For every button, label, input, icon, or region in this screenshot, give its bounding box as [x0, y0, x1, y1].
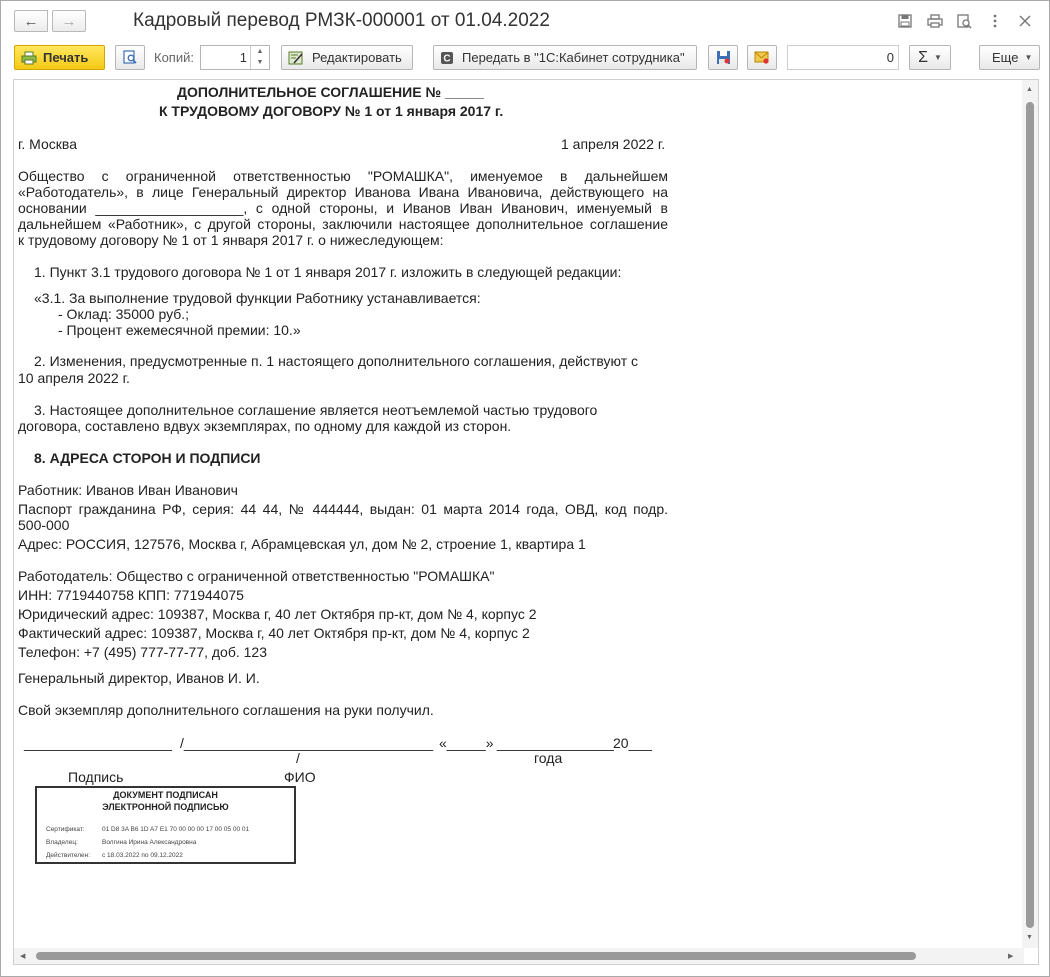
- save-icon[interactable]: [896, 12, 914, 30]
- intro-line: к трудовому договору № 1 от 1 января 2017 г. о нижеследующем:: [18, 232, 444, 248]
- window-title: Кадровый перевод РМЗК-000001 от 01.04.2022: [133, 10, 550, 31]
- point-1-bonus: - Процент ежемесячной премии: 10.»: [58, 322, 301, 338]
- preview-icon[interactable]: [955, 12, 973, 30]
- employee-address: Адрес: РОССИЯ, 127576, Москва г, Абрамцевская ул, дом № 2, строение 1, квартира 1: [18, 536, 586, 552]
- nav-forward-button[interactable]: [52, 10, 86, 32]
- employer-actual-address: Фактический адрес: 109387, Москва г, 40 лет Октября пр-кт, дом № 4, корпус 2: [18, 625, 530, 641]
- cabinet-icon: [440, 51, 454, 65]
- month-line: _______________: [497, 735, 614, 751]
- employee-passport-cont: 500-000: [18, 517, 70, 533]
- arrow-right-icon: →: [61, 12, 77, 30]
- more-button[interactable]: [979, 45, 1040, 70]
- preview-icon: [123, 50, 137, 65]
- point-2: 2. Изменения, предусмотренные п. 1 настоящего дополнительного соглашения, действуют с: [34, 353, 639, 369]
- point-1-salary: - Оклад: 35000 руб.;: [58, 306, 190, 322]
- print-label: Печать: [43, 50, 89, 65]
- toolbar: [1, 41, 1049, 77]
- preview-button[interactable]: [115, 45, 145, 70]
- year-label: года: [534, 750, 563, 766]
- title-bar: [1, 1, 1049, 41]
- year-line: 20___: [613, 735, 652, 751]
- employer-legal-address: Юридический адрес: 109387, Москва г, 40 лет Октября пр-кт, дом № 4, корпус 2: [18, 606, 537, 622]
- day-line: «_____»: [439, 735, 494, 751]
- employee-name: Работник: Иванов Иван Иванович: [18, 482, 238, 498]
- sum-value: 0: [886, 50, 894, 65]
- copies-label: Копий:: [154, 50, 194, 65]
- svg-text:C: C: [443, 53, 451, 64]
- send-email-button[interactable]: [747, 45, 777, 70]
- copies-input[interactable]: [200, 45, 270, 70]
- cert-label: Сертификат:: [46, 826, 85, 833]
- slash-below: /: [296, 750, 300, 766]
- more-vert-icon[interactable]: [986, 12, 1004, 30]
- employer-director: Генеральный директор, Иванов И. И.: [18, 670, 260, 686]
- cert-value: 01 D8 3A B6 1D A7 E1 70 00 00 00 17 00 05 00 01: [102, 826, 250, 833]
- send-to-cabinet-button[interactable]: [433, 45, 697, 70]
- doc-city: г. Москва: [18, 136, 77, 152]
- chevron-down-icon: ▼: [1024, 53, 1033, 62]
- scroll-left-icon[interactable]: ◀: [20, 953, 26, 960]
- stepper-up-icon[interactable]: ▲: [256, 48, 264, 55]
- employer-name: Работодатель: Общество с ограниченной ответственностью "РОМАШКА": [18, 568, 495, 584]
- arrow-left-icon: ←: [23, 12, 39, 30]
- print-button[interactable]: [14, 45, 105, 70]
- employee-passport: Паспорт гражданина РФ, серия: 44 44, № 444444, выдан: 01 марта 2014 года, ОВД, код подр.: [18, 501, 668, 517]
- electronic-signature-stamp: [35, 786, 296, 864]
- point-3-cont: договора, составлено вдвух экземплярах, по одному для каждой из сторон.: [18, 418, 512, 434]
- doc-date: 1 апреля 2022 г.: [561, 136, 666, 152]
- point-2-cont: 10 апреля 2022 г.: [18, 370, 130, 386]
- received-note: Свой экземпляр дополнительного соглашения на руки получил.: [18, 702, 434, 718]
- document-area[interactable]: [13, 79, 1039, 965]
- valid-label: Действителен:: [46, 852, 91, 859]
- printer-icon[interactable]: [926, 12, 944, 30]
- sum-menu-button[interactable]: [909, 45, 951, 70]
- edit-label: Редактировать: [312, 50, 402, 65]
- chevron-down-icon: ▼: [933, 53, 942, 62]
- save-to-disk-button[interactable]: [708, 45, 738, 70]
- intro-line: Общество с ограниченной ответственностью "РОМАШКА", именуемое в дальнейшем: [18, 168, 668, 184]
- horizontal-scroll-thumb[interactable]: [36, 952, 916, 960]
- fio-label: ФИО: [284, 769, 316, 785]
- employer-phone: Телефон: +7 (495) 777-77-77, доб. 123: [18, 644, 267, 660]
- nav-back-button[interactable]: [14, 10, 48, 32]
- more-label: Еще: [992, 50, 1019, 65]
- vertical-scrollbar[interactable]: [1022, 80, 1038, 948]
- valid-value: с 18.03.2022 по 09.12.2022: [102, 852, 183, 859]
- intro-line: дальнейшем «Работник», с другой стороны, заключили настоящее дополнительное соглашение: [18, 216, 668, 232]
- vertical-scroll-thumb[interactable]: [1026, 102, 1034, 928]
- scroll-right-icon[interactable]: ▶: [1008, 953, 1014, 960]
- scroll-down-icon[interactable]: ▼: [1026, 934, 1033, 941]
- scroll-up-icon[interactable]: ▲: [1026, 86, 1033, 93]
- point-3: 3. Настоящее дополнительное соглашение является неотъемлемой частью трудового: [34, 402, 598, 418]
- owner-value: Волгина Ирина Александровна: [102, 839, 197, 846]
- copies-stepper[interactable]: [250, 46, 269, 69]
- floppy-icon: [716, 50, 731, 65]
- stamp-title-line-2: ЭЛЕКТРОННОЙ ПОДПИСЬЮ: [102, 802, 229, 812]
- edit-icon: [288, 51, 304, 65]
- employer-inn: ИНН: 7719440758 КПП: 771944075: [18, 587, 244, 603]
- copies-value: 1: [239, 50, 247, 65]
- stamp-title: [37, 789, 294, 813]
- intro-line: «Работодатель», в лице Генеральный директор Иванова Ивана Ивановича, действующего на: [18, 184, 668, 200]
- fio-line: /________________________________: [180, 735, 434, 751]
- section-8-heading: 8. АДРЕСА СТОРОН И ПОДПИСИ: [34, 450, 261, 466]
- doc-heading-2: К ТРУДОВОМУ ДОГОВОРУ № 1 от 1 января 2017 г.: [159, 103, 504, 119]
- point-1: 1. Пункт 3.1 трудового договора № 1 от 1 января 2017 г. изложить в следующей редакции:: [34, 264, 622, 280]
- stamp-title-line-1: ДОКУМЕНТ ПОДПИСАН: [113, 790, 218, 800]
- point-1-quote: «3.1. За выполнение трудовой функции Работнику устанавливается:: [34, 290, 481, 306]
- email-icon: [754, 50, 770, 65]
- doc-heading-1: ДОПОЛНИТЕЛЬНОЕ СОГЛАШЕНИЕ № _____: [177, 84, 484, 100]
- signature-label: Подпись: [68, 769, 124, 785]
- edit-button[interactable]: [281, 45, 413, 70]
- signature-line: ___________________: [24, 735, 172, 751]
- close-icon[interactable]: [1016, 12, 1034, 30]
- owner-label: Владелец:: [46, 839, 78, 846]
- printer-icon: [21, 51, 37, 65]
- sigma-icon: Σ: [918, 48, 928, 66]
- horizontal-scrollbar[interactable]: [14, 948, 1024, 964]
- sum-field[interactable]: [787, 45, 899, 70]
- intro-line: основании ___________________, с одной стороны, и Иванов Иван Иванович, именуемый в: [18, 200, 668, 216]
- stepper-down-icon[interactable]: ▼: [256, 59, 264, 66]
- send-label: Передать в "1С:Кабинет сотрудника": [462, 50, 685, 65]
